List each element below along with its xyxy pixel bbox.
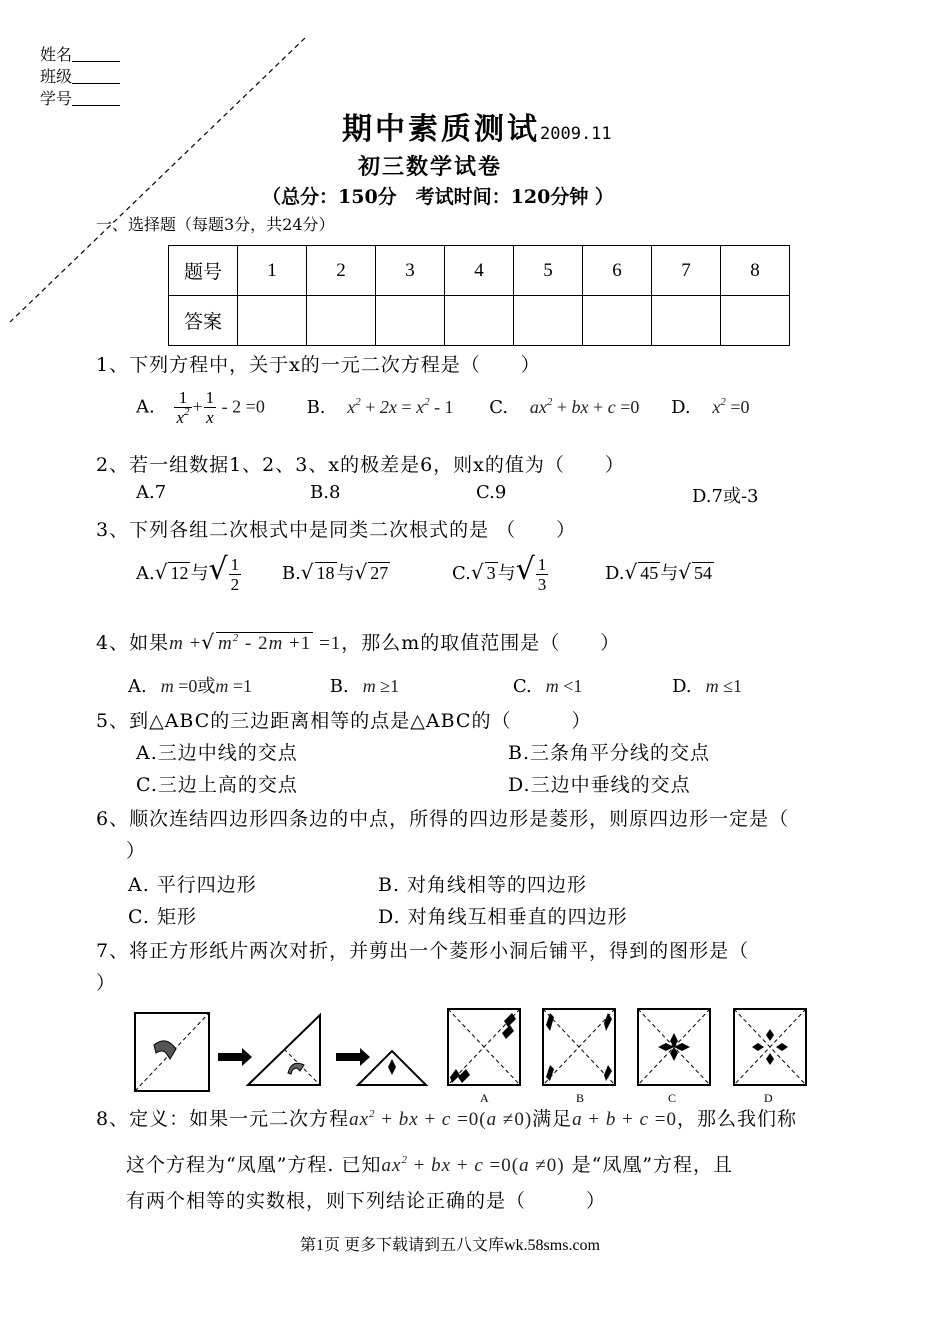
subtitle: 初三数学试卷 <box>358 154 503 180</box>
student-id-field[interactable]: 学号 <box>40 88 120 110</box>
answer-cell[interactable] <box>307 296 376 346</box>
question-7: 7、将正方形纸片两次对折，并剪出一个菱形小洞后铺平，得到的图形是（ <box>96 940 750 962</box>
q2-option-d[interactable]: D.7或-3 <box>692 486 759 507</box>
answer-cell[interactable] <box>514 296 583 346</box>
answer-cell[interactable] <box>238 296 307 346</box>
q2-option-c[interactable]: C.9 <box>476 482 507 503</box>
question-number: 1 <box>238 246 307 296</box>
q5-option-d[interactable]: D.三边中垂线的交点 <box>508 774 691 796</box>
question-3: 3、下列各组二次根式中是同类二次根式的是 （ ） <box>96 519 577 541</box>
exam-info: （总分：150分 考试时间：120分钟 ） <box>262 186 614 208</box>
question-1: 1、下列方程中，关于x的一元二次方程是（ ） <box>96 354 541 376</box>
option-d-figure[interactable] <box>734 1009 806 1085</box>
option-label-d: D <box>764 1091 773 1105</box>
question-number: 3 <box>376 246 445 296</box>
option-c-figure[interactable] <box>638 1009 710 1085</box>
option-label-b: B <box>576 1091 585 1105</box>
q1-options: A. $\frac{1}{x^2}$ + $\frac{1}{x}$ - 2 =0 B. $x^2 + 2x = x^2 - 1$ C. $ax^2$ + bx + c =0 D. $x^2 =0$ <box>136 388 750 427</box>
q6-option-c[interactable]: C. 矩形 <box>128 906 197 928</box>
question-number: 7 <box>652 246 721 296</box>
answer-cell[interactable] <box>583 296 652 346</box>
q4-options: A. m =0或m =1 B. m ≥1 C. m <1 D. m ≤1 <box>128 676 743 697</box>
question-8: 8、定义：如果一元二次方程$ax^2$ + bx + c =0(a ≠0)满足a + b + c =0，那么我们称 <box>96 1108 798 1130</box>
answer-cell[interactable] <box>376 296 445 346</box>
exam-date: 2009.11 <box>540 124 612 144</box>
q2-option-a[interactable]: A.7 <box>136 482 167 503</box>
q3-options: A.√ 12 与√ $\frac{1}{2}$ B.√ 18 与√ 27 C.√ 3 与√ $\frac{1}{3}$ D.√ 45 与√ 54 <box>136 552 713 594</box>
page-footer: 第1页 更多下载请到五八文库wk.58sms.com <box>300 1237 601 1254</box>
q2-option-b[interactable]: B.8 <box>310 482 341 503</box>
option-label-a: A <box>480 1091 489 1105</box>
q6-option-a[interactable]: A. 平行四边形 <box>128 874 257 896</box>
question-7-cont: ） <box>96 972 117 994</box>
name-field[interactable]: 姓名 <box>40 44 120 66</box>
question-8-line3: 有两个相等的实数根，则下列结论正确的是（ ） <box>126 1190 607 1212</box>
question-number: 6 <box>583 246 652 296</box>
question-6: 6、顺次连结四边形四条边的中点，所得的四边形是菱形，则原四边形一定是（ <box>96 808 790 830</box>
q6-option-d[interactable]: D. 对角线互相垂直的四边形 <box>378 906 628 928</box>
option-a-figure[interactable] <box>448 1009 520 1085</box>
answer-cell[interactable] <box>721 296 790 346</box>
q6-option-b[interactable]: B. 对角线相等的四边形 <box>378 874 588 896</box>
section-heading: 一、选择题（每题3分，共24分） <box>96 215 335 234</box>
row-label-number: 题号 <box>169 246 238 296</box>
question-5: 5、到△ABC的三边距离相等的点是△ABC的（ ） <box>96 710 592 732</box>
answer-cell[interactable] <box>445 296 514 346</box>
question-2: 2、若一组数据1、2、3、x的极差是6，则x的值为（ ） <box>96 454 625 476</box>
class-field[interactable]: 班级 <box>40 66 120 88</box>
question-number: 8 <box>721 246 790 296</box>
q5-option-b[interactable]: B.三条角平分线的交点 <box>508 742 711 764</box>
question-number: 2 <box>307 246 376 296</box>
answer-cell[interactable] <box>652 296 721 346</box>
row-label-answer: 答案 <box>169 296 238 346</box>
student-info <box>40 44 120 110</box>
q5-option-a[interactable]: A.三边中线的交点 <box>136 742 298 764</box>
folding-steps <box>135 1013 426 1091</box>
question-6-cont: ） <box>126 840 147 862</box>
question-4: 4、如果m +√ $m^2 - 2m +1 =1$，那么m的取值范围是（ ） <box>96 630 621 654</box>
paper-folding-figure <box>130 1005 820 1105</box>
page-title: 期中素质测试2009.11 <box>342 112 612 147</box>
question-8-line2: 这个方程为“凤凰”方程. 已知$ax^2$ + bx + c =0(a ≠0) 是“凤凰”方程，且 <box>126 1154 734 1176</box>
option-b-figure[interactable] <box>543 1009 615 1085</box>
answer-table <box>168 245 790 346</box>
option-label-c: C <box>668 1091 677 1105</box>
q5-option-c[interactable]: C.三边上高的交点 <box>136 774 298 796</box>
question-number: 5 <box>514 246 583 296</box>
question-number: 4 <box>445 246 514 296</box>
